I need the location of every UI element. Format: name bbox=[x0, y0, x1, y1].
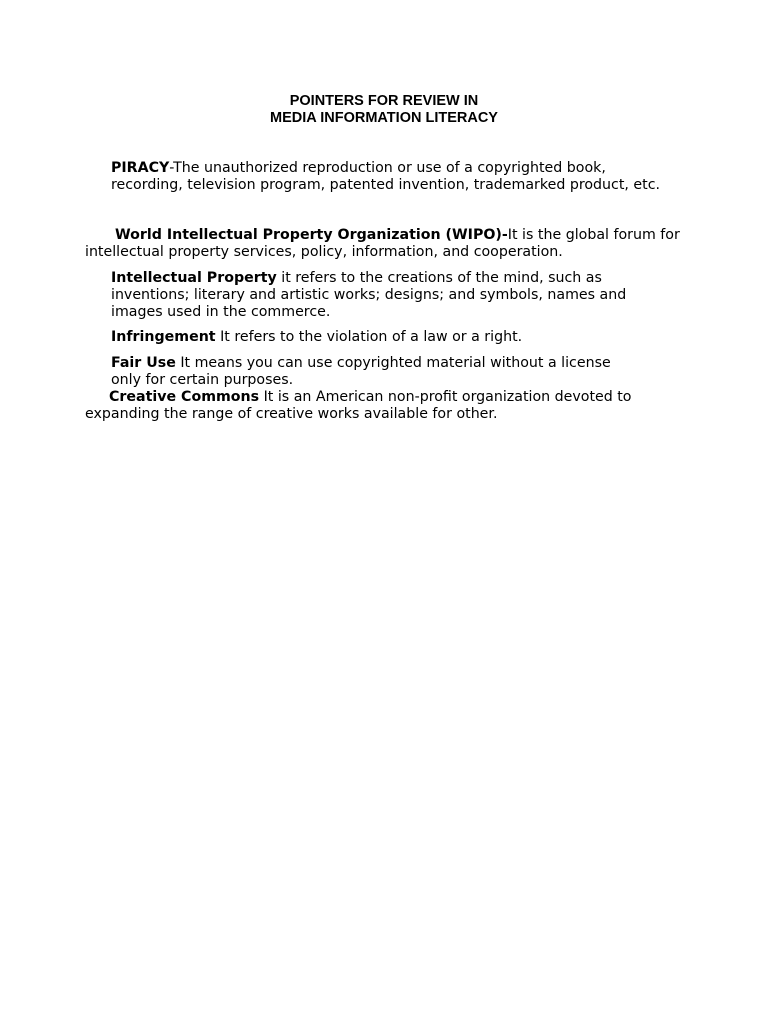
title-line-1: POINTERS FOR REVIEW IN bbox=[289, 93, 479, 109]
term-intellectual-property: Intellectual Property bbox=[111, 270, 277, 286]
term-fair-use: Fair Use bbox=[111, 355, 176, 371]
definition-infringement: It refers to the violation of a law or a right. bbox=[215, 329, 523, 345]
entry-infringement bbox=[111, 329, 681, 346]
term-piracy: PIRACY bbox=[111, 160, 170, 176]
title-line-2: MEDIA INFORMATION LITERACY bbox=[270, 109, 498, 126]
term-creative-commons: Creative Commons bbox=[109, 389, 260, 405]
definition-piracy: -The unauthorized reproduction or use of a copyrighted book, recording, television program, patented invention, trademarked product, etc. bbox=[111, 160, 661, 193]
entry-creative-commons bbox=[85, 389, 695, 423]
definition-intellectual-property: it refers to the creations of the mind, such as inventions; literary and artistic works; designs; and symbols, names and images used in the commerce. bbox=[111, 270, 627, 320]
document-title bbox=[0, 93, 768, 126]
definition-fair-use: It means you can use copyrighted material without a license only for certain purposes. bbox=[111, 355, 611, 388]
entry-intellectual-property bbox=[111, 270, 681, 321]
entry-wipo bbox=[85, 227, 695, 261]
entry-piracy bbox=[111, 160, 671, 194]
term-wipo: World Intellectual Property Organization (WIPO)- bbox=[115, 227, 508, 243]
definition-creative-commons: It is an American non-profit organization devoted to expanding the range of creative works available for other. bbox=[85, 389, 632, 422]
term-infringement: Infringement bbox=[111, 329, 216, 345]
definition-wipo: It is the global forum for intellectual property services, policy, information, and cooperation. bbox=[85, 227, 680, 260]
entry-fair-use bbox=[111, 355, 611, 389]
